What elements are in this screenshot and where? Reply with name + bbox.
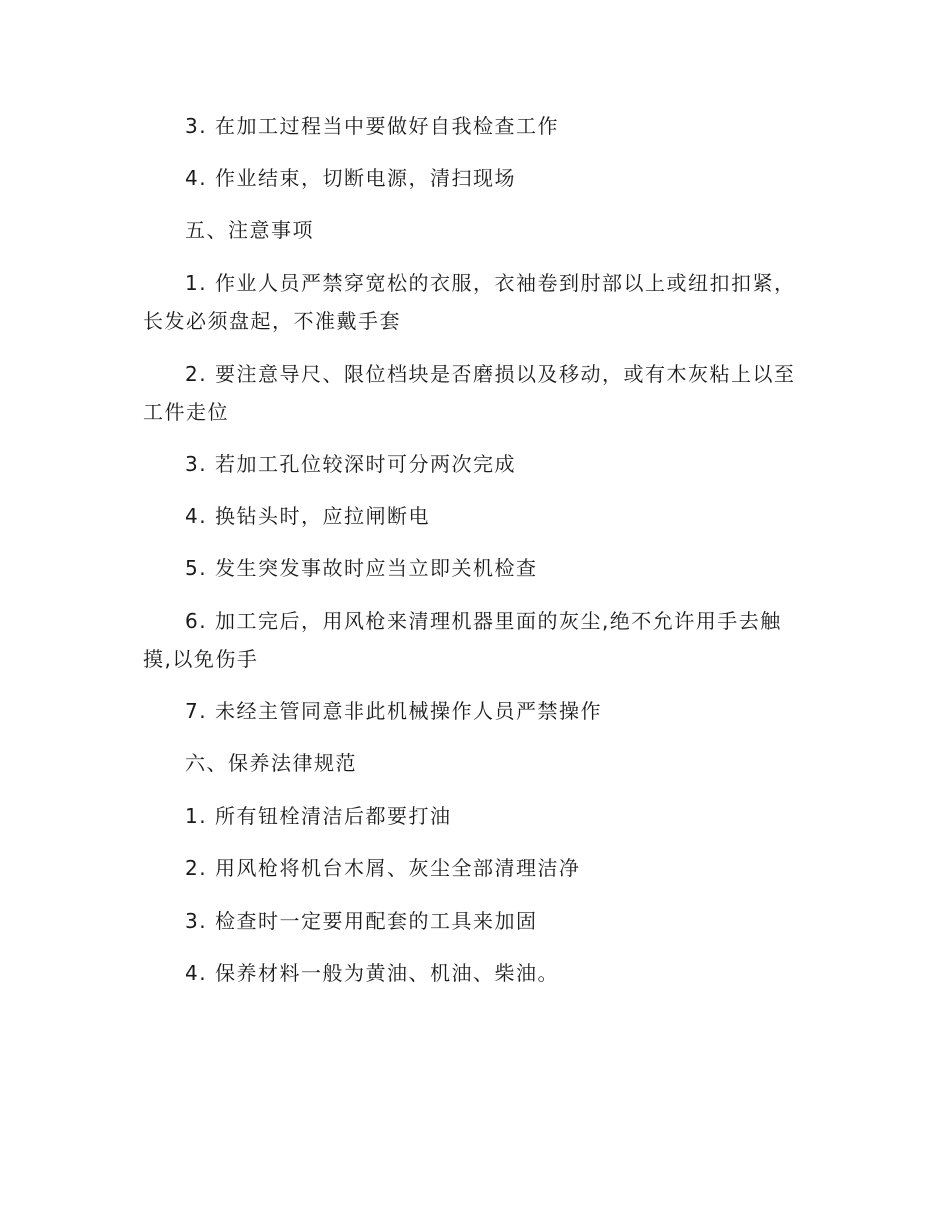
paragraph-maintenance-3: 3. 检查时一定要用配套的工具来加固	[185, 909, 538, 933]
paragraph-precaution-4: 4. 换钻头时，应拉闸断电	[185, 504, 430, 528]
paragraph-precaution-3: 3. 若加工孔位较深时可分两次完成	[185, 452, 516, 476]
paragraph-maintenance-4: 4. 保养材料一般为黄油、机油、柴油。	[185, 961, 559, 985]
paragraph-precaution-7: 7. 未经主管同意非此机械操作人员严禁操作	[185, 699, 602, 723]
paragraph-precaution-5: 5. 发生突发事故时应当立即关机检查	[185, 556, 538, 580]
paragraph-precaution-6: 6. 加工完后，用风枪来清理机器里面的灰尘,绝不允许用手去触摸,以免伤手	[143, 609, 782, 671]
paragraph-step-4-finish: 4. 作业结束，切断电源，清扫现场	[185, 166, 516, 190]
section-heading-precautions: 五、注意事项	[185, 218, 314, 242]
paragraph-step-3-self-check: 3. 在加工过程当中要做好自我检查工作	[185, 114, 559, 138]
paragraph-maintenance-1: 1. 所有钮栓清洁后都要打油	[185, 804, 452, 828]
paragraph-precaution-2: 2. 要注意导尺、限位档块是否磨损以及移动，或有木灰粘上以至工件走位	[143, 362, 796, 424]
paragraph-maintenance-2: 2. 用风枪将机台木屑、灰尘全部清理洁净	[185, 856, 581, 880]
paragraph-precaution-1: 1. 作业人员严禁穿宽松的衣服，衣袖卷到肘部以上或纽扣扣紧，长发必须盘起，不准戴手套	[143, 271, 796, 333]
section-heading-maintenance: 六、保养法律规范	[185, 751, 357, 775]
